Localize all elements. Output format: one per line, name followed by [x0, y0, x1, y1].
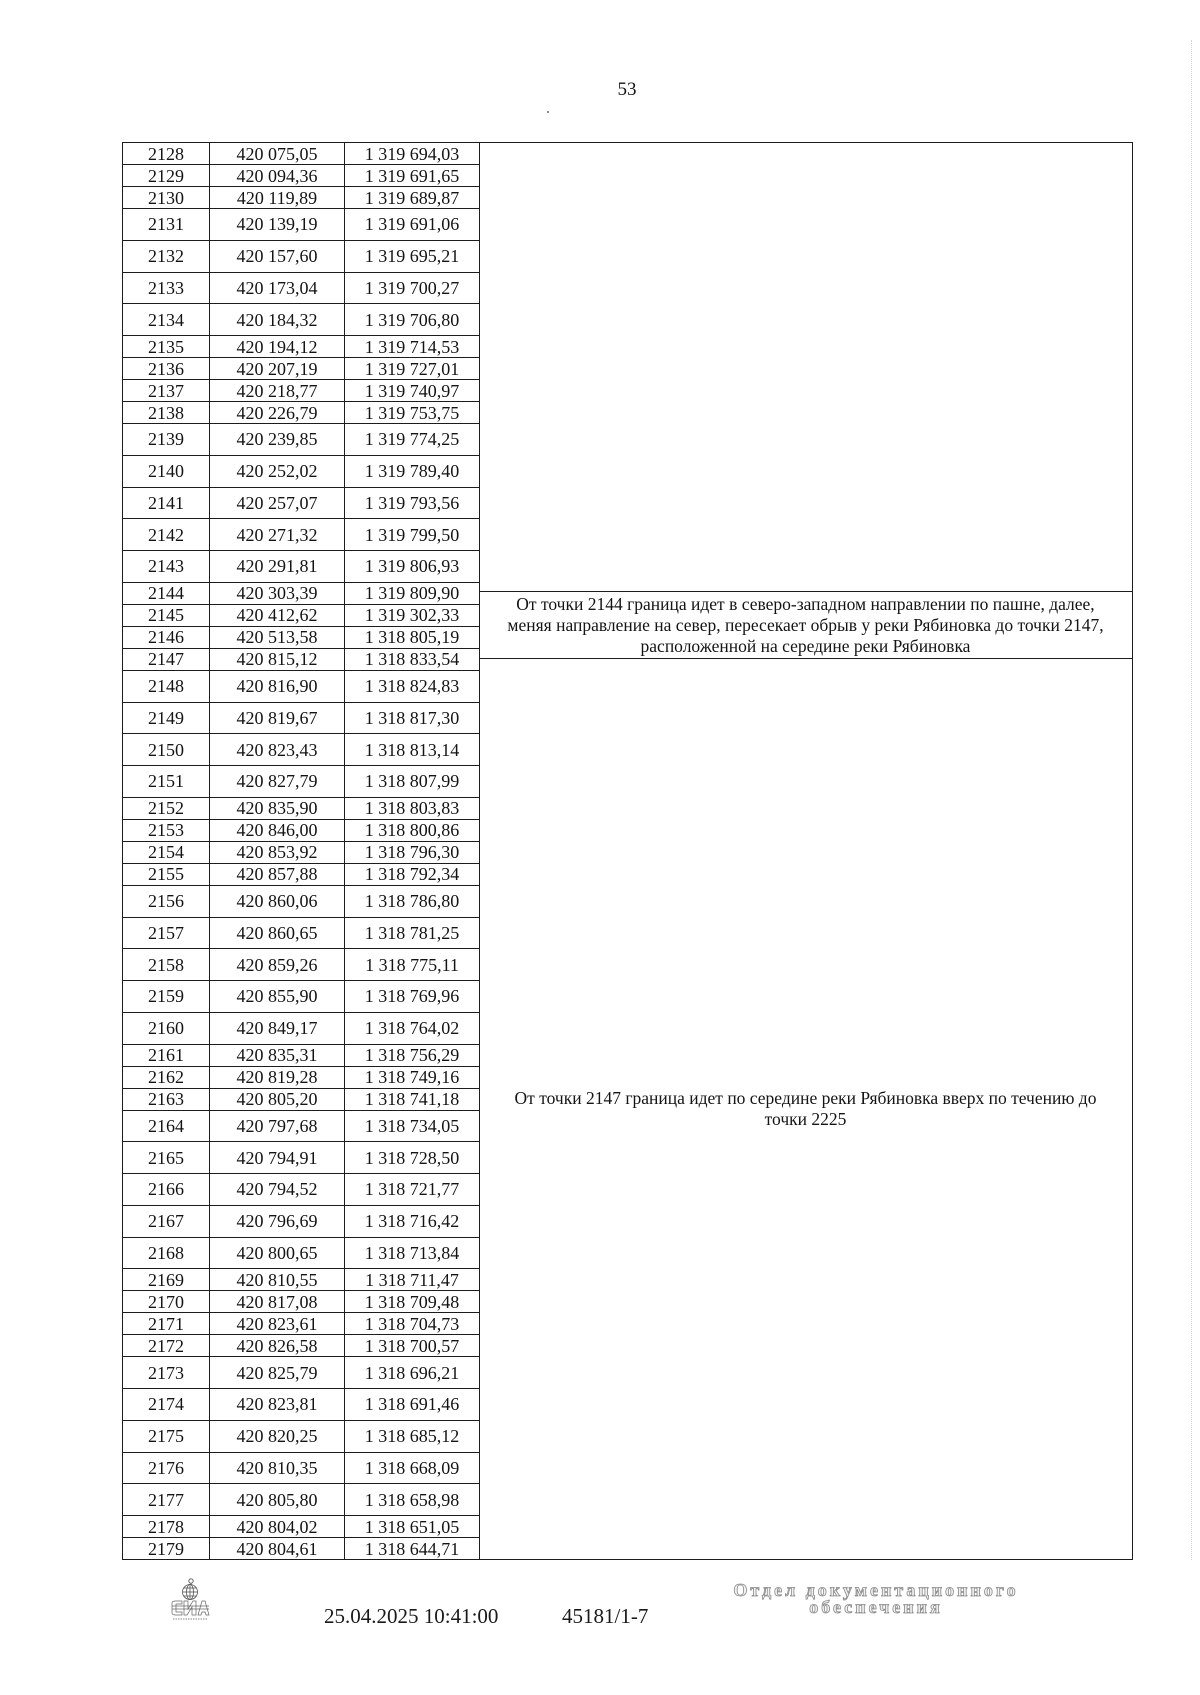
coord-a-cell: 420 846,00	[210, 819, 345, 841]
point-number-cell: 2144	[123, 582, 210, 604]
coord-a-cell: 420 218,77	[210, 380, 345, 402]
stamp-line: обеспечения	[809, 1597, 943, 1617]
point-number-cell: 2158	[123, 949, 210, 981]
coord-b-cell: 1 319 809,90	[345, 582, 480, 604]
point-number-cell: 2172	[123, 1335, 210, 1357]
coord-a-cell: 420 794,52	[210, 1174, 345, 1206]
table-row	[123, 1044, 480, 1066]
coord-a-cell: 420 817,08	[210, 1291, 345, 1313]
point-number-cell: 2143	[123, 551, 210, 583]
table-row	[123, 819, 480, 841]
point-number-cell: 2161	[123, 1044, 210, 1066]
coord-a-cell: 420 823,43	[210, 734, 345, 766]
description-line: От точки 2147 граница идет по середине реки Рябиновка вверх по течению до	[514, 1088, 1097, 1108]
table-row	[123, 734, 480, 766]
coord-b-cell: 1 319 740,97	[345, 380, 480, 402]
coord-b-cell: 1 319 706,80	[345, 304, 480, 336]
coord-a-cell: 420 094,36	[210, 165, 345, 187]
coord-b-cell: 1 319 691,65	[345, 165, 480, 187]
table-row	[123, 1088, 480, 1110]
coord-a-cell: 420 819,67	[210, 702, 345, 734]
table-row	[123, 165, 480, 187]
coord-a-cell: 420 119,89	[210, 187, 345, 209]
scan-speck	[547, 111, 549, 113]
coord-a-cell: 420 184,32	[210, 304, 345, 336]
boundary-description-column	[479, 142, 1133, 1560]
point-number-cell: 2142	[123, 519, 210, 551]
coord-b-cell: 1 318 775,11	[345, 949, 480, 981]
point-number-cell: 2136	[123, 358, 210, 380]
scan-edge-noise	[1191, 40, 1192, 1560]
point-number-cell: 2167	[123, 1205, 210, 1237]
coord-b-cell: 1 318 817,30	[345, 702, 480, 734]
point-number-cell: 2153	[123, 819, 210, 841]
point-number-cell: 2137	[123, 380, 210, 402]
coord-a-cell: 420 157,60	[210, 240, 345, 272]
table-row	[123, 1291, 480, 1313]
table-row	[123, 209, 480, 241]
point-number-cell: 2134	[123, 304, 210, 336]
table-row	[123, 1066, 480, 1088]
point-number-cell: 2149	[123, 702, 210, 734]
coord-b-cell: 1 319 774,25	[345, 424, 480, 456]
point-number-cell: 2175	[123, 1420, 210, 1452]
table-row	[123, 1110, 480, 1142]
point-number-cell: 2159	[123, 981, 210, 1013]
point-number-cell: 2150	[123, 734, 210, 766]
point-number-cell: 2131	[123, 209, 210, 241]
description-cell-2147-2225	[479, 659, 1132, 1559]
coord-b-cell: 1 319 793,56	[345, 487, 480, 519]
coord-b-cell: 1 318 807,99	[345, 766, 480, 798]
table-row	[123, 336, 480, 358]
table-row	[123, 187, 480, 209]
table-row	[123, 648, 480, 670]
stamp-line: Отдел документационного	[733, 1580, 1019, 1600]
coordinates-table	[122, 142, 480, 1560]
point-number-cell: 2165	[123, 1142, 210, 1174]
coord-a-cell: 420 857,88	[210, 863, 345, 885]
coord-a-cell: 420 835,31	[210, 1044, 345, 1066]
coord-a-cell: 420 173,04	[210, 272, 345, 304]
globe-icon	[183, 1585, 198, 1600]
coord-a-cell: 420 194,12	[210, 336, 345, 358]
coord-b-cell: 1 318 704,73	[345, 1313, 480, 1335]
coord-a-cell: 420 849,17	[210, 1012, 345, 1044]
coord-a-cell: 420 823,81	[210, 1389, 345, 1421]
point-number-cell: 2141	[123, 487, 210, 519]
point-number-cell: 2163	[123, 1088, 210, 1110]
point-number-cell: 2151	[123, 766, 210, 798]
point-number-cell: 2168	[123, 1237, 210, 1269]
table-row	[123, 1142, 480, 1174]
page-number: 53	[617, 79, 637, 100]
table-row	[123, 863, 480, 885]
point-number-cell: 2156	[123, 885, 210, 917]
table-row	[123, 1484, 480, 1516]
point-number-cell: 2139	[123, 424, 210, 456]
table-row	[123, 1205, 480, 1237]
description-cell-continued	[479, 143, 1132, 592]
point-number-cell: 2173	[123, 1357, 210, 1389]
point-number-cell: 2157	[123, 917, 210, 949]
coordinates-table-body	[123, 143, 480, 1560]
point-number-cell: 2162	[123, 1066, 210, 1088]
table-row	[123, 455, 480, 487]
point-number-cell: 2148	[123, 670, 210, 702]
point-number-cell: 2155	[123, 863, 210, 885]
coord-b-cell: 1 318 709,48	[345, 1291, 480, 1313]
point-number-cell: 2177	[123, 1484, 210, 1516]
coord-a-cell: 420 226,79	[210, 402, 345, 424]
coord-a-cell: 420 804,02	[210, 1516, 345, 1538]
coord-a-cell: 420 252,02	[210, 455, 345, 487]
coord-b-cell: 1 318 651,05	[345, 1516, 480, 1538]
coord-b-cell: 1 318 721,77	[345, 1174, 480, 1206]
description-line: меняя направление на север, пересекает обрыв у реки Рябиновка до точки 2147,	[507, 614, 1104, 635]
table-row	[123, 424, 480, 456]
coord-a-cell: 420 239,85	[210, 424, 345, 456]
point-number-cell: 2179	[123, 1538, 210, 1560]
table-row	[123, 1357, 480, 1389]
point-number-cell: 2166	[123, 1174, 210, 1206]
table-row	[123, 402, 480, 424]
coord-b-cell: 1 318 769,96	[345, 981, 480, 1013]
table-row	[123, 551, 480, 583]
point-number-cell: 2146	[123, 626, 210, 648]
table-row	[123, 582, 480, 604]
coord-b-cell: 1 319 700,27	[345, 272, 480, 304]
coord-b-cell: 1 319 694,03	[345, 143, 480, 165]
table-row	[123, 797, 480, 819]
table-row	[123, 1012, 480, 1044]
coord-a-cell: 420 825,79	[210, 1357, 345, 1389]
table-row	[123, 1389, 480, 1421]
table-row	[123, 670, 480, 702]
coord-a-cell: 420 257,07	[210, 487, 345, 519]
table-row	[123, 1516, 480, 1538]
point-number-cell: 2140	[123, 455, 210, 487]
description-line: расположенной на середине реки Рябиновка	[640, 635, 971, 656]
registration-timestamp: 25.04.2025 10:41:00	[324, 1604, 499, 1628]
table-row	[123, 917, 480, 949]
point-number-cell: 2130	[123, 187, 210, 209]
coord-b-cell: 1 319 714,53	[345, 336, 480, 358]
coord-a-cell: 420 800,65	[210, 1237, 345, 1269]
coord-b-cell: 1 318 691,46	[345, 1389, 480, 1421]
table-row	[123, 1174, 480, 1206]
coord-b-cell: 1 318 756,29	[345, 1044, 480, 1066]
coord-b-cell: 1 318 796,30	[345, 841, 480, 863]
coord-a-cell: 420 139,19	[210, 209, 345, 241]
coord-a-cell: 420 810,35	[210, 1452, 345, 1484]
coord-a-cell: 420 271,32	[210, 519, 345, 551]
point-number-cell: 2174	[123, 1389, 210, 1421]
point-number-cell: 2171	[123, 1313, 210, 1335]
point-number-cell: 2147	[123, 648, 210, 670]
table-row	[123, 487, 480, 519]
coord-a-cell: 420 816,90	[210, 670, 345, 702]
description-line: От точки 2144 граница идет в северо-западном направлении по пашне, далее,	[516, 593, 1095, 614]
point-number-cell: 2145	[123, 604, 210, 626]
point-number-cell: 2128	[123, 143, 210, 165]
coord-b-cell: 1 319 695,21	[345, 240, 480, 272]
coord-b-cell: 1 318 813,14	[345, 734, 480, 766]
coord-a-cell: 420 805,80	[210, 1484, 345, 1516]
coord-a-cell: 420 835,90	[210, 797, 345, 819]
coord-a-cell: 420 513,58	[210, 626, 345, 648]
coord-b-cell: 1 318 696,21	[345, 1357, 480, 1389]
point-number-cell: 2178	[123, 1516, 210, 1538]
point-number-cell: 2152	[123, 797, 210, 819]
coord-b-cell: 1 318 713,84	[345, 1237, 480, 1269]
coord-a-cell: 420 810,55	[210, 1269, 345, 1291]
table-row	[123, 380, 480, 402]
coord-a-cell: 420 823,61	[210, 1313, 345, 1335]
point-number-cell: 2135	[123, 336, 210, 358]
emblem-icon	[169, 1578, 211, 1624]
table-row	[123, 1237, 480, 1269]
coord-b-cell: 1 318 800,86	[345, 819, 480, 841]
coord-a-cell: 420 075,05	[210, 143, 345, 165]
table-row	[123, 1420, 480, 1452]
coord-a-cell: 420 291,81	[210, 551, 345, 583]
coord-b-cell: 1 319 691,06	[345, 209, 480, 241]
table-row	[123, 626, 480, 648]
description-line: точки 2225	[764, 1109, 847, 1129]
table-row	[123, 981, 480, 1013]
coord-a-cell: 420 207,19	[210, 358, 345, 380]
coord-b-cell: 1 318 741,18	[345, 1088, 480, 1110]
table-row	[123, 1269, 480, 1291]
coord-b-cell: 1 318 803,83	[345, 797, 480, 819]
point-number-cell: 2169	[123, 1269, 210, 1291]
table-row	[123, 519, 480, 551]
coord-b-cell: 1 319 689,87	[345, 187, 480, 209]
table-row	[123, 304, 480, 336]
coord-b-cell: 1 318 805,19	[345, 626, 480, 648]
coord-a-cell: 420 794,91	[210, 1142, 345, 1174]
coord-a-cell: 420 860,65	[210, 917, 345, 949]
registration-number: 45181/1-7	[562, 1604, 649, 1628]
table-row	[123, 358, 480, 380]
coord-b-cell: 1 318 781,25	[345, 917, 480, 949]
point-number-cell: 2170	[123, 1291, 210, 1313]
point-number-cell: 2138	[123, 402, 210, 424]
table-row	[123, 1313, 480, 1335]
emblem-logo	[169, 1578, 211, 1624]
coord-b-cell: 1 318 786,80	[345, 885, 480, 917]
table-row	[123, 1452, 480, 1484]
coord-b-cell: 1 318 685,12	[345, 1420, 480, 1452]
coord-a-cell: 420 860,06	[210, 885, 345, 917]
coord-b-cell: 1 318 749,16	[345, 1066, 480, 1088]
coord-a-cell: 420 859,26	[210, 949, 345, 981]
table-row	[123, 604, 480, 626]
coord-a-cell: 420 797,68	[210, 1110, 345, 1142]
table-row	[123, 240, 480, 272]
coord-b-cell: 1 318 668,09	[345, 1452, 480, 1484]
coord-a-cell: 420 827,79	[210, 766, 345, 798]
coord-b-cell: 1 319 806,93	[345, 551, 480, 583]
coord-b-cell: 1 318 658,98	[345, 1484, 480, 1516]
coord-b-cell: 1 318 644,71	[345, 1538, 480, 1560]
coord-b-cell: 1 318 764,02	[345, 1012, 480, 1044]
point-number-cell: 2133	[123, 272, 210, 304]
coord-a-cell: 420 853,92	[210, 841, 345, 863]
emblem-base	[172, 1601, 209, 1619]
coord-a-cell: 420 303,39	[210, 582, 345, 604]
coord-b-cell: 1 319 753,75	[345, 402, 480, 424]
coord-a-cell: 420 819,28	[210, 1066, 345, 1088]
coord-a-cell: 420 826,58	[210, 1335, 345, 1357]
coord-b-cell: 1 318 700,57	[345, 1335, 480, 1357]
table-row	[123, 841, 480, 863]
table-row	[123, 143, 480, 165]
coord-a-cell: 420 804,61	[210, 1538, 345, 1560]
coord-a-cell: 420 796,69	[210, 1205, 345, 1237]
table-row	[123, 766, 480, 798]
coord-b-cell: 1 318 711,47	[345, 1269, 480, 1291]
coord-b-cell: 1 319 789,40	[345, 455, 480, 487]
coord-b-cell: 1 318 824,83	[345, 670, 480, 702]
coord-a-cell: 420 855,90	[210, 981, 345, 1013]
table-row	[123, 1335, 480, 1357]
description-cell-2144-2147	[479, 592, 1132, 659]
coord-a-cell: 420 805,20	[210, 1088, 345, 1110]
coord-b-cell: 1 319 302,33	[345, 604, 480, 626]
table-row	[123, 949, 480, 981]
coord-b-cell: 1 319 727,01	[345, 358, 480, 380]
table-row	[123, 885, 480, 917]
table-row	[123, 1538, 480, 1560]
point-number-cell: 2176	[123, 1452, 210, 1484]
point-number-cell: 2132	[123, 240, 210, 272]
coord-a-cell: 420 815,12	[210, 648, 345, 670]
department-stamp	[728, 1582, 1024, 1616]
coord-b-cell: 1 318 716,42	[345, 1205, 480, 1237]
point-number-cell: 2129	[123, 165, 210, 187]
table-row	[123, 272, 480, 304]
coord-a-cell: 420 820,25	[210, 1420, 345, 1452]
coord-b-cell: 1 318 833,54	[345, 648, 480, 670]
coord-b-cell: 1 318 792,34	[345, 863, 480, 885]
point-number-cell: 2154	[123, 841, 210, 863]
coord-a-cell: 420 412,62	[210, 604, 345, 626]
coord-b-cell: 1 318 728,50	[345, 1142, 480, 1174]
coord-b-cell: 1 318 734,05	[345, 1110, 480, 1142]
table-row	[123, 702, 480, 734]
point-number-cell: 2164	[123, 1110, 210, 1142]
coord-b-cell: 1 319 799,50	[345, 519, 480, 551]
point-number-cell: 2160	[123, 1012, 210, 1044]
